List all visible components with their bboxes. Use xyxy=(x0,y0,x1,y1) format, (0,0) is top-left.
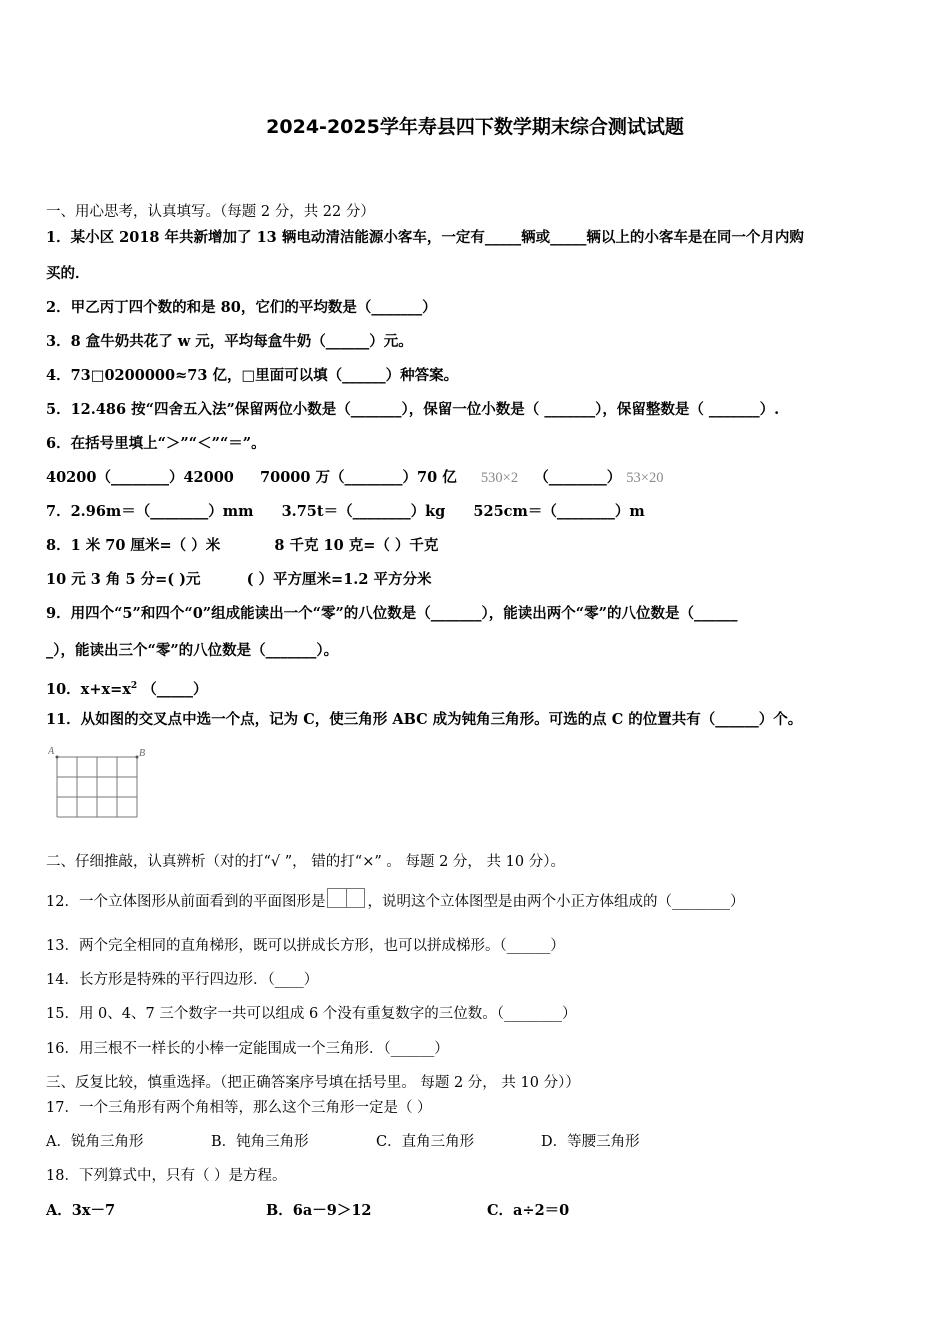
question-6-items xyxy=(46,468,663,488)
question-12 xyxy=(46,888,744,912)
question-7-a: 7．2.96m＝（________）mm xyxy=(46,503,254,520)
question-12-text: 12．一个立体图形从前面看到的平面图形是 xyxy=(46,894,326,910)
two-squares-figure xyxy=(327,888,365,908)
question-16: 16．用三根不一样长的小棒一定能围成一个三角形．（______） xyxy=(46,1041,449,1057)
question-5: 5．12.486 按“四舍五入法”保留两位小数是（_______），保留一位小数是（ _______），保留整数是（ _______）. xyxy=(46,401,780,418)
question-6: 6．在括号里填上“＞”“＜”“＝”。 xyxy=(46,435,266,452)
option-b: B．钝角三角形 xyxy=(211,1134,309,1150)
question-10-blank: （_____） xyxy=(137,680,208,698)
question-4: 4．73□0200000≈73 亿，□里面可以填（______）种答案。 xyxy=(46,367,459,384)
question-17: 17．一个三角形有两个角相等，那么这个三角形一定是（ ） xyxy=(46,1100,432,1116)
question-7-c: 525cm＝（________）m xyxy=(473,503,645,520)
question-9-line-2: _），能读出三个“零”的八位数是（_______）。 xyxy=(46,642,339,659)
option-c: C．直角三角形 xyxy=(376,1134,475,1150)
question-6-item-c-blank: （________） xyxy=(534,469,622,486)
question-18: 18．下列算式中，只有（ ）是方程。 xyxy=(46,1168,287,1184)
question-15: 15．用 0、4、7 三个数字一共可以组成 6 个没有重复数字的三位数。（________） xyxy=(46,1006,577,1022)
question-8-c: 10 元 3 角 5 分=( )元 xyxy=(46,571,201,588)
question-10-superscript: 2 xyxy=(130,681,138,691)
section-1-heading: 一、用心思考，认真填写。（每题 2 分，共 22 分） xyxy=(46,204,375,220)
question-13: 13．两个完全相同的直角梯形，既可以拼成长方形，也可以拼成梯形。（______） xyxy=(46,938,565,954)
question-7-b: 3.75t＝（________）kg xyxy=(281,503,446,520)
option-a: A．3x－7 xyxy=(46,1202,116,1219)
question-1-line-1: 1．某小区 2018 年共新增加了 13 辆电动清洁能源小客车，一定有_____辆或_____辆以上的小客车是在同一个月内购 xyxy=(46,229,804,246)
question-10-text: 10．x+x=x xyxy=(46,680,131,698)
question-18-options xyxy=(46,1201,569,1221)
question-8-row-1 xyxy=(46,536,438,556)
section-2-heading: 二、仔细推敲，认真辨析（对的打“√ ”， 错的打“×” 。 每题 2 分， 共 10 分）。 xyxy=(46,854,565,870)
question-2: 2．甲乙丙丁四个数的和是 80，它们的平均数是（_______） xyxy=(46,299,437,316)
option-a: A．锐角三角形 xyxy=(46,1134,144,1150)
option-d: D．等腰三角形 xyxy=(541,1134,640,1150)
question-17-options xyxy=(46,1132,640,1152)
question-9-line-1: 9．用四个“5”和四个“0”组成能读出一个“零”的八位数是（_______），能读出两个“零”的八位数是（______ xyxy=(46,605,738,622)
question-6-item-a: 40200（________）42000 xyxy=(46,469,234,486)
page-title: 2024-2025学年寿县四下数学期末综合测试试题 xyxy=(266,116,684,138)
question-8-a: 8．1 米 70 厘米=（ ）米 xyxy=(46,537,221,554)
question-14: 14．长方形是特殊的平行四边形．（____） xyxy=(46,972,319,988)
option-c: C．a÷2＝0 xyxy=(487,1202,570,1219)
question-8-row-2 xyxy=(46,570,431,590)
question-6-item-c-left: 530×2 xyxy=(480,470,519,486)
option-b: B．6a－9＞12 xyxy=(266,1202,372,1219)
question-8-b: 8 千克 10 克=（ ）千克 xyxy=(274,537,439,554)
point-a xyxy=(56,756,59,759)
question-6-item-c-right: 53×20 xyxy=(626,470,664,486)
question-11: 11．从如图的交叉点中选一个点，记为 C，使三角形 ABC 成为钝角三角形。可选的点 C 的位置共有（______）个。 xyxy=(46,711,803,728)
question-8-d: ( ）平方厘米=1.2 平方分米 xyxy=(246,571,432,588)
question-1-line-2: 买的． xyxy=(46,265,90,282)
label-b: B xyxy=(139,748,146,759)
question-12-text-end: ，说明这个立体图型是由两个小正方体组成的（________） xyxy=(367,894,745,910)
question-10 xyxy=(46,676,208,700)
question-11-grid-figure xyxy=(48,744,148,824)
label-a: A xyxy=(48,746,55,757)
question-3: 3．8 盒牛奶共花了 w 元，平均每盒牛奶（______）元。 xyxy=(46,333,413,350)
question-7 xyxy=(46,502,645,522)
question-6-item-b: 70000 万（________）70 亿 xyxy=(260,469,457,486)
section-3-heading: 三、反复比较，慎重选择。（把正确答案序号填在括号里。 每题 2 分， 共 10 分）） xyxy=(46,1075,580,1091)
